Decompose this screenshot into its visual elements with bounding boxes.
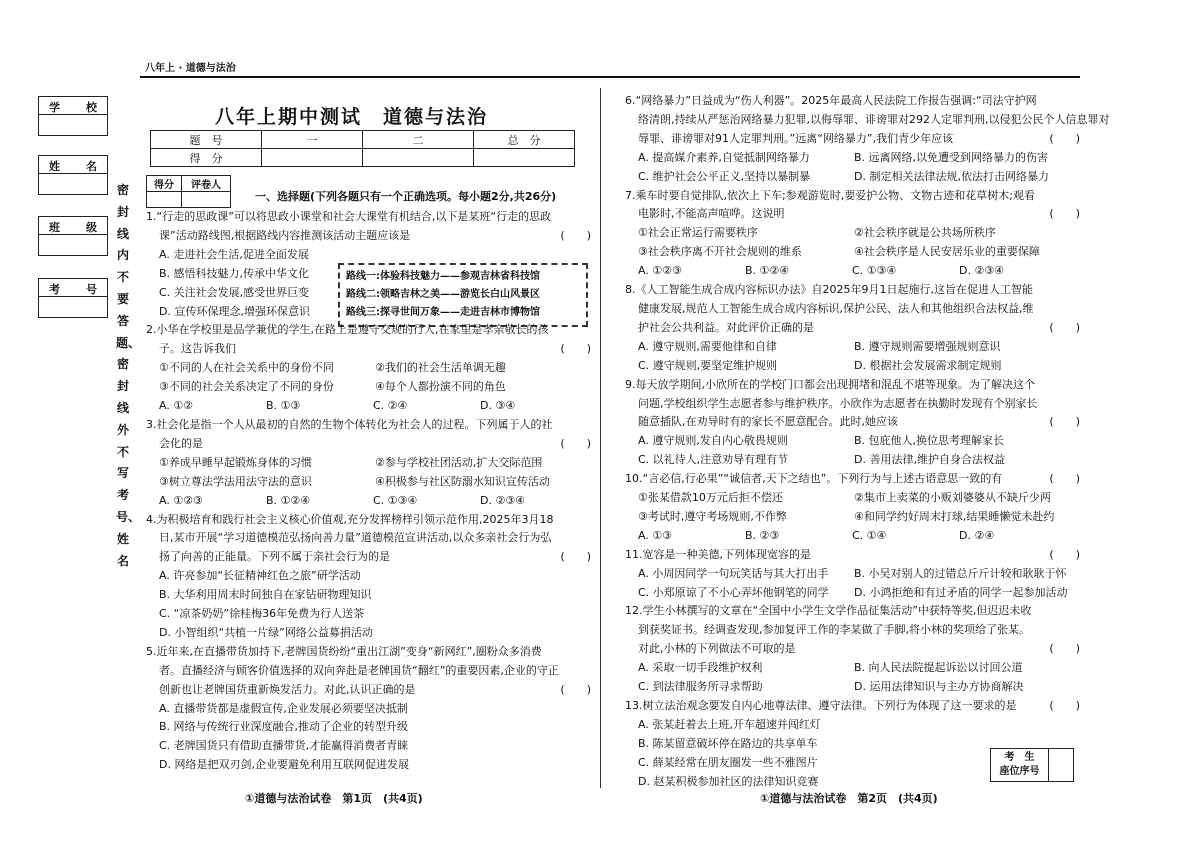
route-line: 路线一:体验科技魅力——参观吉林省科技馆 (346, 271, 540, 282)
answer-choice: B. ①②④ (745, 264, 790, 278)
question-stem: 1.“行走的思政课”可以将思政小课堂和社会大课堂有机结合,以下是某班“行走的思政 (146, 210, 552, 223)
info-field-label (39, 158, 107, 174)
question-block (146, 321, 591, 416)
answer-choice: C. ②④ (373, 399, 408, 413)
answer-option: B. 遵守规则需要增强规则意识 (854, 339, 1001, 353)
section-title: 一、选择题(下列各题只有一个正确选项。每小题2分,共26分) (255, 190, 557, 203)
question-stem: 对此,小林的下列做法不可取的是 (638, 642, 796, 656)
page-footer-right: ①道德与法治试卷 第2页 (共4页) (760, 792, 938, 805)
label-char: 姓 (49, 160, 60, 173)
answer-option: B. 网络与传统行业深度融合,推动了企业的转型升级 (159, 720, 409, 734)
answer-option: C. 薛某经常在朋友圈发一些不雅图片 (638, 755, 818, 769)
label-char: 学 (49, 101, 60, 114)
answer-choice: A. ①② (159, 399, 194, 413)
choice-row (146, 397, 591, 416)
answer-option: C. 维护社会公平正义,坚持以暴制暴 (638, 169, 811, 183)
option-row (625, 338, 1080, 357)
info-field-label (39, 281, 107, 297)
option-row (625, 357, 1080, 376)
score-input-cell[interactable] (262, 149, 363, 167)
answer-option: C. 到法律服务所寻求帮助 (638, 680, 763, 694)
answer-option: ③树立尊法学法用法守法的意识 (159, 474, 312, 488)
answer-paren[interactable]: ( ) (1049, 472, 1080, 486)
option-row (625, 224, 1080, 243)
left-question-column (146, 208, 591, 775)
choice-row (625, 262, 1080, 281)
question-stem: 辱罪、诽谤罪对91人定罪判刑。”远离“网络暴力”,我们青少年应该 (638, 131, 954, 145)
answer-option: D. 运用法律知识与主办方协商解决 (854, 680, 1024, 694)
question-stem: 3.社会化是指一个人从最初的自然的生物个体转化为社会人的过程。下列属于人的社 (146, 417, 553, 431)
question-stem: 健康发展,规范人工智能生成合成内容标识,保护公民、法人和其他组织合法权益,维 (638, 301, 1034, 315)
option-row (625, 584, 1080, 603)
answer-paren[interactable]: ( ) (1049, 415, 1080, 429)
answer-choice: C. ①③④ (852, 264, 897, 278)
option-row (625, 451, 1080, 470)
answer-option: B. 包庇他人,换位思考理解家长 (854, 434, 1005, 448)
answer-option: D. 制定相关法律法规,依法打击网络暴力 (854, 169, 1049, 183)
label-char: 级 (86, 221, 97, 234)
question-stem: 随意插队,在劝导时有的家长不愿意配合。此时,她应该 (638, 415, 898, 429)
answer-option: A. 张某赶着去上班,开车超速并闯红灯 (638, 717, 821, 731)
question-block (146, 643, 591, 775)
grader-score-label: 得分 (147, 176, 182, 192)
question-stem: 络清朗,持续从严惩治网络暴力犯罪,以侮辱罪、诽谤罪对292人定罪判刑,以侵犯公民个人信息罪对 (638, 112, 1110, 126)
question-stem: 电影时,不能高声喧哗。这说明 (638, 207, 785, 221)
answer-option: D. 网络是把双刃剑,企业要避免利用互联网促进发展 (159, 758, 409, 772)
answer-option: A. 遵守规则,发自内心敬畏规则 (638, 434, 788, 448)
question-stem: 6.“网络暴力”日益成为“伤人利器”。2025年最高人民法院工作报告强调:“司法守护网 (625, 94, 1037, 107)
seat-number-box (990, 748, 1074, 782)
answer-option: A. 许亮参加“长征精神红色之旅”研学活动 (159, 569, 361, 583)
answer-option: ②参与学校社团活动,扩大交际范围 (375, 455, 543, 469)
answer-option: ②集市上卖菜的小贩刘婆婆从不缺斤少两 (854, 491, 1051, 505)
question-stem: 2.小华在学校里是品学兼优的学生,在路上是遵守交规的行人,在家里是孝亲敬长的孩 (146, 323, 549, 337)
info-field-box[interactable] (38, 278, 108, 318)
option-row (146, 454, 591, 473)
score-header-cell: 总 分 (474, 131, 575, 149)
question-stem: 5.近年来,在直播带货加持下,老牌国货纷纷“重出江湖”变身“新网红”,圈粉众多消费 (146, 644, 542, 658)
question-stem: 子。这告诉我们 (159, 342, 236, 356)
question-block (625, 546, 1080, 603)
answer-option: ④每个人都扮演不同的角色 (375, 380, 506, 394)
question-block (625, 281, 1080, 376)
answer-option: D. 小智组织“共植一片绿”网络公益募捐活动 (159, 625, 373, 639)
answer-option: ①不同的人在社会关系中的身份不同 (159, 361, 334, 375)
question-stem: 创新也让老牌国货重新焕发活力。对此,认识正确的是 (159, 682, 416, 696)
answer-choice: A. ①②③ (159, 493, 203, 507)
answer-option: ②我们的社会生活单调无趣 (375, 361, 506, 375)
question-stem: 问题,学校组织学生志愿者参与维护秩序。小欣作为志愿者在执勤时发现有个别家长 (638, 396, 1038, 410)
answer-paren[interactable]: ( ) (1049, 699, 1080, 712)
question-stem: 13.树立法治观念要发自内心地尊法律、遵守法律。下列行为体现了这一要求的是 (625, 699, 1017, 712)
answer-option: D. 善用法律,维护自身合法权益 (854, 453, 1005, 467)
question-stem: 12.学生小林撰写的文章在“全国中小学生文学作品征集活动”中获特等奖,但迟迟未收 (625, 604, 1032, 618)
question-stem: 到获奖证书。经调查发现,参加复评工作的李某做了手脚,将小林的奖项给了张某。 (638, 623, 1030, 637)
question-stem: 护社会公共利益。对此评价正确的是 (638, 320, 814, 334)
score-input-cell[interactable] (474, 149, 575, 167)
answer-choice: B. ①③ (266, 399, 301, 413)
answer-paren[interactable]: ( ) (560, 436, 591, 450)
question-block (146, 416, 591, 511)
label-char: 名 (86, 160, 97, 173)
answer-option: ①社会正常运行需要秩序 (638, 226, 758, 240)
question-block (625, 376, 1080, 471)
option-row (625, 508, 1080, 527)
seat-label: 座位序号 (999, 766, 1040, 777)
answer-option: C. 小郑原谅了不小心弄坏他钢笔的同学 (638, 585, 829, 599)
info-field-label (39, 99, 107, 115)
page-footer-left: ①道德与法治试卷 第1页 (共4页) (245, 792, 423, 805)
score-table (150, 130, 575, 167)
question-block (625, 470, 1080, 546)
column-divider (600, 88, 601, 788)
answer-choice: C. ①④ (852, 528, 887, 542)
score-header-cell: 一 (262, 131, 363, 149)
score-header-cell: 题 号 (151, 131, 262, 149)
question-block (625, 602, 1080, 697)
answer-choice: C. ①③④ (373, 493, 418, 507)
answer-option: A. 走进社会生活,促进全面发展 (159, 247, 309, 261)
answer-option: C. 遵守规则,要坚定维护规则 (638, 358, 778, 372)
seat-label: 考 生 (1004, 752, 1035, 763)
answer-option: B. 远离网络,以免遭受到网络暴力的伤害 (854, 150, 1049, 164)
answer-option: B. 向人民法院提起诉讼以讨回公道 (854, 661, 1023, 675)
running-header: 八年上 · 道德与法治 (145, 63, 236, 74)
answer-option: ②社会秩序就是公共场所秩序 (854, 226, 996, 240)
option-row (625, 432, 1080, 451)
option-row (625, 678, 1080, 697)
answer-option: B. 陈某留意破坏停在路边的共享单车 (638, 736, 818, 750)
question-stem: 7.乘车时要自觉排队,依次上下车;参观游览时,要爱护公物、文物古迹和花草树木;观看 (625, 188, 1035, 202)
grader-name-cell[interactable] (182, 192, 231, 208)
answer-option: ④积极参与社区防溺水知识宣传活动 (375, 474, 550, 488)
question-block (146, 511, 591, 643)
question-block (625, 92, 1110, 187)
answer-option: ④社会秩序是人民安居乐业的重要保障 (854, 245, 1040, 259)
answer-choice: D. ③④ (480, 399, 516, 413)
option-row (625, 168, 1080, 187)
option-row (625, 565, 1080, 584)
grader-table (146, 175, 231, 208)
answer-paren[interactable]: ( ) (1049, 131, 1080, 145)
route-line: 路线三:探寻世间万象——走进吉林市博物馆 (346, 307, 540, 318)
question-stem: 扬了向善的正能量。下列不属于亲社会行为的是 (159, 550, 390, 564)
label-char: 号 (86, 283, 97, 296)
answer-paren[interactable]: ( ) (1049, 547, 1080, 561)
answer-option: C. “凉茶奶奶”徐桂梅36年免费为行人送茶 (159, 607, 365, 621)
question-stem: 9.每天放学期间,小欣所在的学校门口都会出现拥堵和混乱不堪等现象。为了解决这个 (625, 377, 1035, 391)
option-row (146, 473, 591, 492)
answer-option: B. 感悟科技魅力,传承中华文化 (159, 266, 310, 280)
question-stem: 8.《人工智能生成合成内容标识办法》自2025年9月1日起施行,这旨在促进人工智能 (625, 283, 1033, 297)
score-label-cell: 得 分 (151, 149, 262, 167)
grader-score-cell[interactable] (147, 192, 182, 208)
info-field-label (39, 219, 107, 235)
score-input-cell[interactable] (363, 149, 474, 167)
grader-name-label: 评卷人 (182, 176, 231, 192)
answer-option: D. 小鸿拒绝和有过矛盾的同学一起参加活动 (854, 585, 1068, 599)
seal-line-notice: 密封线内不要答题、密封线外不写考号、姓名 (116, 183, 141, 568)
answer-option: B. 大华利用周末时间独自在家钻研物理知识 (159, 588, 372, 602)
right-question-column (625, 92, 1110, 792)
answer-choice: D. ②③④ (959, 264, 1005, 278)
answer-paren[interactable]: ( ) (1049, 320, 1080, 334)
exam-title: 八年上期中测试 道德与法治 (215, 106, 489, 128)
option-row (625, 659, 1080, 678)
question-stem: 11.宽容是一种美德,下列体现宽容的是 (625, 547, 811, 561)
answer-option: ③考试时,遵守考场规则,不作弊 (638, 509, 787, 523)
label-char: 校 (86, 101, 97, 114)
info-field-box[interactable] (38, 96, 108, 136)
route-line: 路线二:领略吉林之美——游览长白山风景区 (346, 289, 540, 300)
answer-option: A. 遵守规则,需要他律和自律 (638, 339, 777, 353)
option-row (625, 489, 1080, 508)
answer-paren[interactable]: ( ) (560, 228, 591, 242)
answer-option: ③不同的社会关系决定了不同的身份 (159, 380, 334, 394)
answer-option: A. 采取一切手段维护权利 (638, 661, 763, 675)
question-stem: 者。直播经济与顾客价值选择的双向奔赴是老牌国货“翻红”的重要因素,企业的守正 (159, 663, 559, 677)
answer-option: ①张某借款10万元后拒不偿还 (638, 491, 783, 505)
option-row (146, 378, 591, 397)
option-row (625, 243, 1080, 262)
answer-choice: B. ②③ (745, 528, 780, 542)
answer-option: D. 赵某积极参加社区的法律知识竞赛 (638, 774, 819, 788)
answer-paren[interactable]: ( ) (1049, 207, 1080, 221)
answer-choice: D. ②③④ (480, 493, 526, 507)
answer-option: ④和同学约好周末打球,结果睡懒觉未赴约 (854, 509, 1055, 523)
choice-row (146, 492, 591, 511)
answer-option: ③社会秩序离不开社会规则的维系 (638, 245, 802, 259)
answer-paren[interactable]: ( ) (560, 342, 591, 356)
info-field-box[interactable] (38, 216, 108, 256)
question-stem: 会化的是 (159, 436, 203, 450)
answer-option: B. 小吴对别人的过错总斤斤计较和耿耿于怀 (854, 566, 1067, 580)
info-field-box[interactable] (38, 155, 108, 195)
label-char: 考 (49, 283, 60, 296)
question-stem: 日,某市开展“学习道德模范弘扬向善力量”道德模范宣讲活动,以众多亲社会行为弘 (159, 531, 552, 545)
option-row (625, 149, 1080, 168)
question-stem: 课”活动路线图,根据路线内容推测该活动主题应该是 (159, 228, 411, 242)
header-rule (140, 76, 1080, 78)
answer-paren[interactable]: ( ) (1049, 642, 1080, 656)
answer-option: A. 小周因同学一句玩笑话与其大打出手 (638, 566, 829, 580)
answer-option: D. 根据社会发展需求制定规则 (854, 358, 1002, 372)
answer-paren[interactable]: ( ) (560, 682, 591, 696)
answer-option: C. 以礼待人,注意劝导有理有节 (638, 453, 789, 467)
option-row (146, 359, 591, 378)
answer-option: A. 提高媒介素养,自觉抵制网络暴力 (638, 150, 810, 164)
answer-option: C. 老牌国货只有借助直播带货,才能赢得消费者青睐 (159, 739, 409, 753)
choice-row (625, 527, 1080, 546)
answer-option: ①养成早睡早起锻炼身体的习惯 (159, 455, 312, 469)
answer-option: A. 直播带货都是虚假宣传,企业发展必须要坚决抵制 (159, 701, 408, 715)
question-stem: 4.为积极培育和践行社会主义核心价值观,充分发挥榜样引领示范作用,2025年3月18 (146, 512, 554, 526)
answer-option: C. 关注社会发展,感受世界巨变 (159, 285, 310, 299)
question-block (146, 208, 591, 321)
answer-choice: D. ②④ (959, 528, 995, 542)
answer-choice: A. ①③ (638, 528, 673, 542)
answer-option: D. 宣传环保理念,增强环保意识 (159, 304, 310, 318)
answer-choice: B. ①②④ (266, 493, 311, 507)
question-stem: 10.“言必信,行必果”“诚信者,天下之结也”。下列行为与上述古语意思一致的有 (625, 472, 1003, 486)
question-block (625, 187, 1080, 282)
answer-paren[interactable]: ( ) (560, 550, 591, 564)
answer-choice: A. ①②③ (638, 264, 682, 278)
label-char: 班 (49, 221, 60, 234)
score-header-cell: 二 (363, 131, 474, 149)
